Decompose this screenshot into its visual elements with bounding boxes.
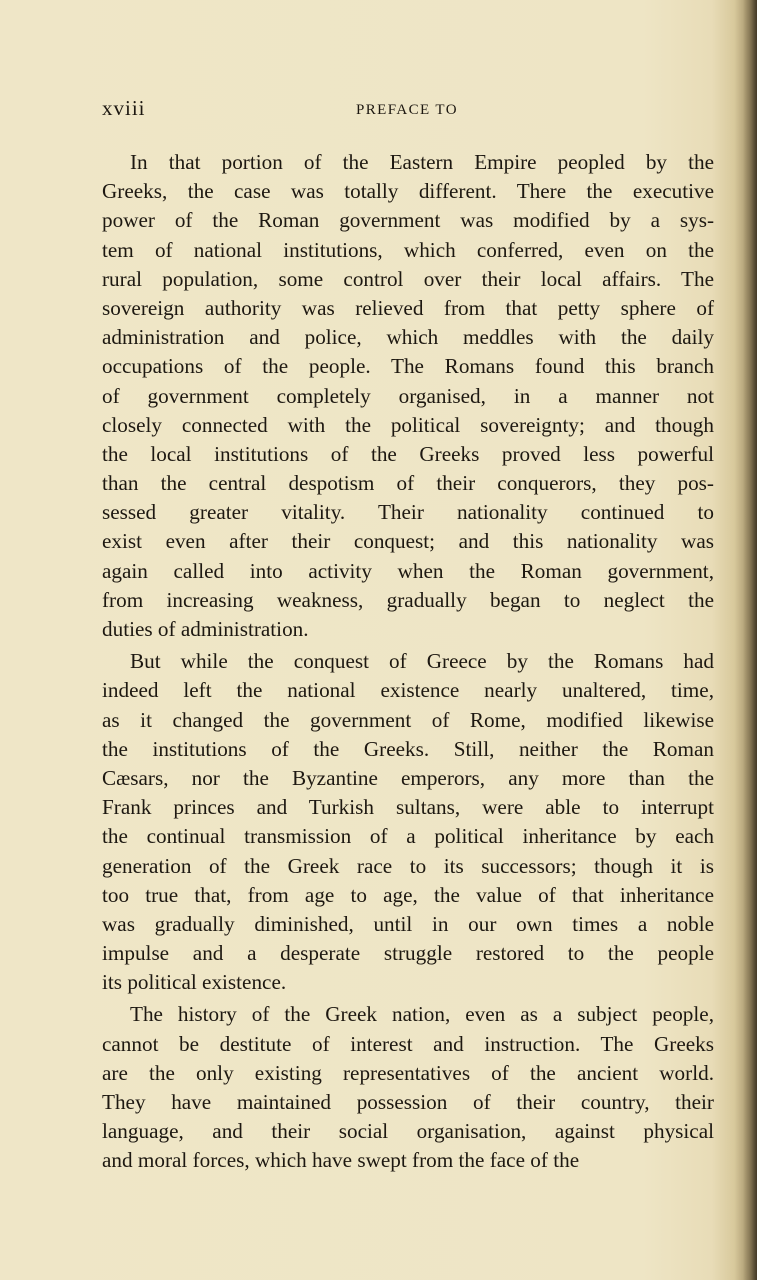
text-line: generation of the Greek race to its successors; though it is	[102, 853, 714, 878]
text-line: sessed greater vitality. Their nationality continued to	[102, 500, 714, 525]
text-line: and moral forces, which have swept from the face of the	[102, 1148, 580, 1173]
text-line: the continual transmission of a political inheritance by each	[102, 824, 714, 849]
body-text	[102, 148, 714, 1176]
text-line: was gradually diminished, until in our own times a noble	[102, 911, 714, 936]
text-line: closely connected with the political sovereignty; and though	[102, 412, 714, 437]
text-line: cannot be destitute of interest and instruction. The Greeks	[102, 1031, 714, 1056]
paragraph	[102, 1000, 714, 1175]
text-line: rural population, some control over their local affairs. The	[102, 266, 714, 291]
paragraph	[102, 647, 714, 997]
text-line: exist even after their conquest; and this nationality was	[102, 529, 714, 554]
text-line: than the central despotism of their conquerors, they pos-	[102, 471, 714, 496]
text-line: Frank princes and Turkish sultans, were able to interrupt	[102, 795, 714, 820]
text-line: The history of the Greek nation, even as a subject people,	[130, 1002, 714, 1027]
page-gutter-shadow	[743, 0, 757, 1280]
text-line: administration and police, which meddles with the daily	[102, 325, 714, 350]
text-line: as it changed the government of Rome, modified likewise	[102, 707, 714, 732]
text-line: again called into activity when the Roman government,	[102, 558, 714, 583]
text-line: power of the Roman government was modified by a sys-	[102, 208, 714, 233]
paragraph	[102, 148, 714, 644]
page-number: xviii	[102, 96, 146, 120]
text-line: sovereign authority was relieved from that petty sphere of	[102, 295, 714, 320]
running-head: PREFACE TO	[356, 102, 458, 118]
text-line: the institutions of the Greeks. Still, neither the Roman	[102, 736, 714, 761]
page-header	[102, 96, 712, 126]
text-line: duties of administration.	[102, 617, 309, 641]
text-line: occupations of the people. The Romans found this branch	[102, 354, 714, 379]
text-line: the local institutions of the Greeks proved less powerful	[102, 441, 714, 466]
text-line: language, and their social organisation, against physical	[102, 1119, 714, 1144]
text-line: tem of national institutions, which conferred, even on the	[102, 237, 714, 262]
text-line: its political existence.	[102, 970, 287, 995]
text-line: In that portion of the Eastern Empire peopled by the	[130, 150, 714, 174]
text-line: too true that, from age to age, the value of that inheritance	[102, 882, 714, 907]
text-line: impulse and a desperate struggle restored to the people	[102, 941, 714, 966]
text-line: are the only existing representatives of the ancient world.	[102, 1060, 714, 1085]
text-line: from increasing weakness, gradually began to neglect the	[102, 587, 714, 612]
text-line: They have maintained possession of their country, their	[102, 1090, 714, 1114]
text-line: of government completely organised, in a manner not	[102, 383, 714, 408]
text-line: Greeks, the case was totally different. There the executive	[102, 179, 714, 204]
text-line: Cæsars, nor the Byzantine emperors, any more than the	[102, 765, 714, 790]
text-line: But while the conquest of Greece by the Romans had	[130, 649, 714, 674]
text-line: indeed left the national existence nearly unaltered, time,	[102, 678, 714, 703]
